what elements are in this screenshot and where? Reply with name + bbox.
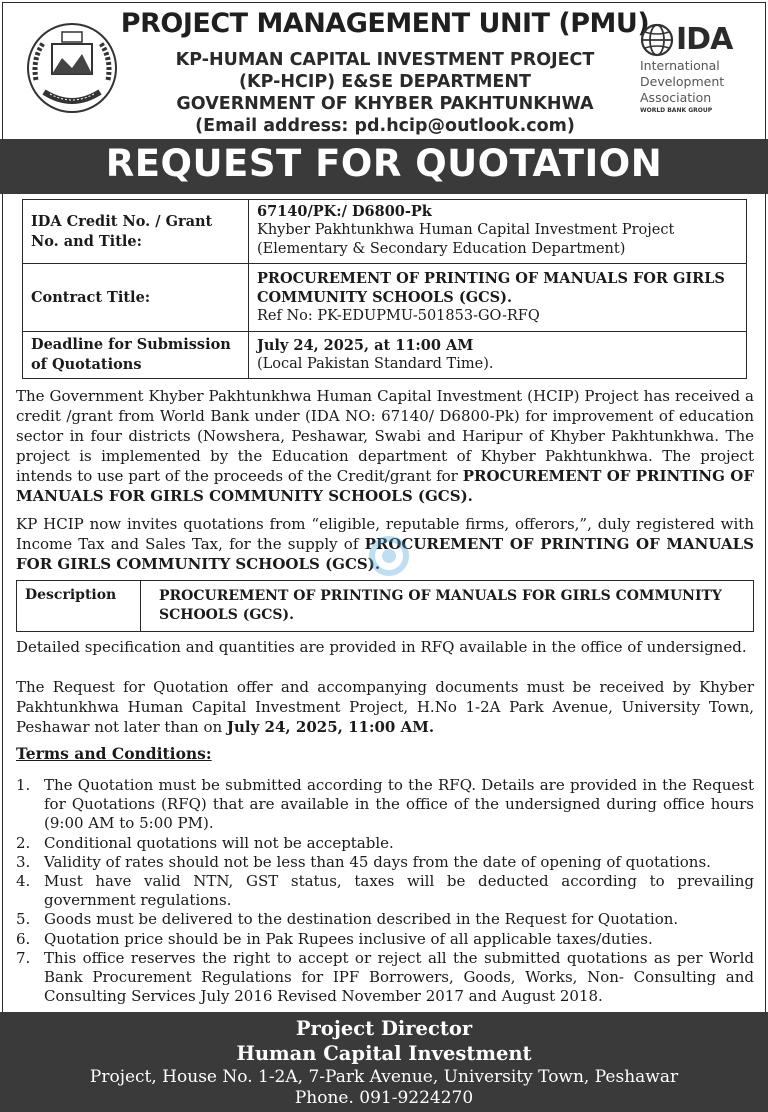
info-label: Contract Title: xyxy=(23,264,249,331)
info-value-line: (Elementary & Secondary Education Department) xyxy=(257,241,626,257)
info-value xyxy=(249,200,746,263)
term-number: 6. xyxy=(16,929,31,948)
term-item xyxy=(16,930,754,949)
paragraph-bold: PROCUREMENT OF PRINTING OF MANUALS FOR GIRLS COMMUNITY SCHOOLS (GCS). xyxy=(16,535,754,573)
term-text: The Quotation must be submitted according to the RFQ. Details are provided in the Request for Quotations (RFQ) that are available in the office of the undersigned during office hours (9:00 AM to 5:00 PM). xyxy=(44,776,754,833)
term-item xyxy=(16,949,754,1007)
terms-list xyxy=(16,776,754,1006)
ida-sub-3: Association xyxy=(640,90,712,105)
footer-organization: Human Capital Investment xyxy=(236,1042,532,1065)
header-email: (Email address: pd.hcip@outlook.com) xyxy=(195,116,575,136)
paragraph-text: KP HCIP now invites quotations from “eligible, reputable firms, offerors,”, duly registered with Income Tax and Sales Tax, for the supply of xyxy=(16,515,754,553)
paragraph-text: The Request for Quotation offer and accompanying documents must be received by Khyber Pakhtunkhwa Human Capital Investment Project, H.No 1-2A Park Avenue, University Town, Peshawar not later than on xyxy=(16,678,754,736)
term-text: Quotation price should be in Pak Rupees inclusive of all applicable taxes/duties. xyxy=(44,929,653,948)
header-project: KP-HUMAN CAPITAL INVESTMENT PROJECT xyxy=(175,50,595,70)
info-value-bold: July 24, 2025, at 11:00 AM xyxy=(257,337,474,354)
term-number: 1. xyxy=(16,776,31,794)
footer-address: Project, House No. 1-2A, 7-Park Avenue, University Town, Peshawar xyxy=(89,1067,679,1087)
header-government: GOVERNMENT OF KHYBER PAKHTUNKHWA xyxy=(176,94,594,114)
term-item xyxy=(16,834,754,853)
term-number: 2. xyxy=(16,833,31,852)
footer-signatory: Project Director xyxy=(295,1017,473,1040)
info-table xyxy=(22,199,747,379)
ida-sub-1: International xyxy=(640,58,720,73)
paragraph-text: The Government Khyber Pakhtunkhwa Human Capital Investment (HCIP) Project has received a credit /grant from World Bank under (IDA NO: 67140/ D6800-Pk) for improvement of education sector in four districts (Nowshera, Peshawar, Swabi and Haripur of Khyber Pakhtunkhwa. The project is implemented by the Education department of Khyber Pakhtunkhwa. The project intends to use part of the proceeds of the Credit/grant for xyxy=(16,387,754,485)
info-label: Deadline for Submission of Quotations xyxy=(23,332,249,378)
info-value-bold: PROCUREMENT OF PRINTING OF MANUALS FOR GIRLS COMMUNITY SCHOOLS (GCS). xyxy=(257,270,725,306)
document-title: REQUEST FOR QUOTATION xyxy=(105,142,663,185)
kp-emblem-icon xyxy=(22,18,122,118)
term-text: This office reserves the right to accept or reject all the submitted quotations as per World Bank Procurement Regulations for IPF Borrowers, Goods, Works, Non- Consulting and Consulting Services July 2016 Revised November 2017 and August 2018. xyxy=(44,948,754,1006)
term-item xyxy=(16,853,754,872)
paragraph-intro xyxy=(16,386,754,506)
term-item xyxy=(16,872,754,910)
paragraph-bold: July 24, 2025, 11:00 AM. xyxy=(226,718,435,736)
description-label: Description xyxy=(17,581,141,631)
globe-icon xyxy=(640,23,674,57)
ida-group: WORLD BANK GROUP xyxy=(640,107,713,114)
term-number: 3. xyxy=(16,852,31,871)
info-value xyxy=(249,264,746,331)
term-number: 4. xyxy=(16,872,31,891)
info-value-line: Khyber Pakhtunkhwa Human Capital Investment Project xyxy=(257,222,675,238)
info-value-bold: 67140/PK:/ D6800-Pk xyxy=(257,203,432,220)
info-label: IDA Credit No. / Grant No. and Title: xyxy=(23,200,249,263)
header-department: (KP-HCIP) E&SE DEPARTMENT xyxy=(239,72,531,92)
header-title: PROJECT MANAGEMENT UNIT (PMU) xyxy=(120,8,650,39)
term-number: 7. xyxy=(16,948,31,967)
description-value: PROCUREMENT OF PRINTING OF MANUALS FOR GIRLS COMMUNITY SCHOOLS (GCS). xyxy=(159,588,722,623)
description-table xyxy=(16,580,754,632)
term-item xyxy=(16,776,754,834)
term-text: Conditional quotations will not be acceptable. xyxy=(44,833,394,852)
footer-phone: Phone. 091-9224270 xyxy=(294,1088,474,1108)
header xyxy=(0,0,768,138)
term-item xyxy=(16,910,754,929)
info-row-deadline xyxy=(23,332,746,378)
info-value-line: Ref No: PK-EDUPMU-501853-GO-RFQ xyxy=(257,308,540,324)
watermark-icon xyxy=(366,530,412,582)
term-text: Must have valid NTN, GST status, taxes will be deducted according to prevailing government regulations. xyxy=(44,872,754,910)
term-text: Goods must be delivered to the destination described in the Request for Quotation. xyxy=(44,910,679,929)
info-value-line: (Local Pakistan Standard Time). xyxy=(257,356,494,372)
term-number: 5. xyxy=(16,910,31,929)
info-value xyxy=(249,332,746,378)
paragraph-submission xyxy=(16,677,754,737)
term-text: Validity of rates should not be less than 45 days from the date of opening of quotations. xyxy=(44,852,711,871)
info-row-contract xyxy=(23,264,746,332)
ida-letters: IDA xyxy=(676,22,733,57)
paragraph-bold: PROCUREMENT OF PRINTING OF MANUALS FOR GIRLS COMMUNITY SCHOOLS (GCS). xyxy=(16,467,754,505)
terms-title: Terms and Conditions: xyxy=(16,744,212,763)
paragraph-specs: Detailed specification and quantities are provided in RFQ available in the office of undersigned. xyxy=(16,638,747,656)
info-row-credit xyxy=(23,200,746,264)
ida-logo xyxy=(640,22,760,114)
ida-sub-2: Development xyxy=(640,74,725,89)
